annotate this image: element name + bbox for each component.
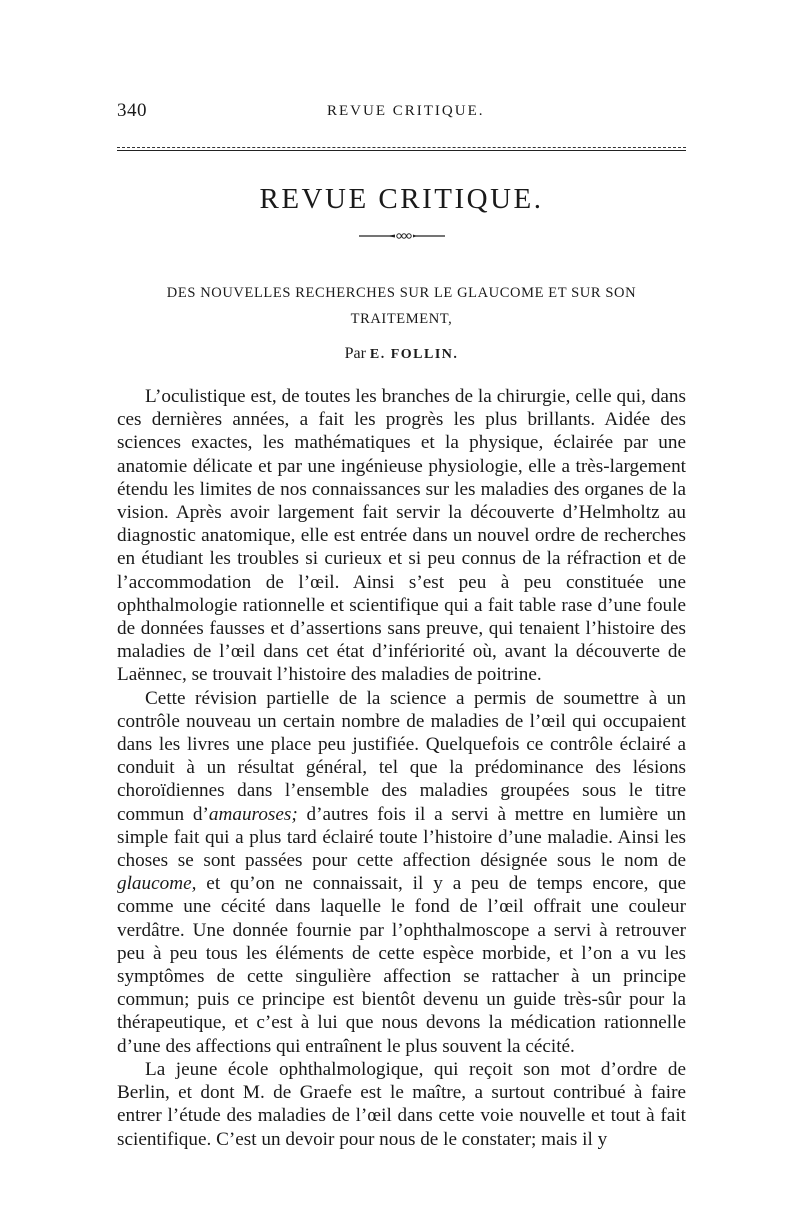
header-rule (117, 147, 686, 152)
paragraph-2-text-c: d’autres fois il a servi à mettre en lumière un simple fait qui a plus tard éclairé toute l’histoire d’une maladie. Ainsi les choses se sont passées pour cette affection désignée sous le nom de (117, 803, 686, 872)
ornament-divider-icon (357, 230, 447, 242)
running-head (117, 100, 686, 126)
paragraph-1: L’oculistique est, de toutes les branches de la chirurgie, celle qui, dans ces dernières années, a fait les progrès les plus brillants. Aidée des sciences exactes, les mathématiques et la physique, éclairée par une anatomie délicate et par une ingénieuse physiologie, elle a très-largement étendu les limites de nos connaissances sur les maladies des organes de la vision. Après avoir largement fait servir la découverte d’Helmholtz au diagnostic anatomique, elle est entrée dans un nouvel ordre de recherches en étudiant les troubles si curieux et si peu connus de la réfraction et de l’accommodation de l’œil. Ainsi s’est peu à peu constituée une ophthalmologie rationnelle et scientifique qui a fait table rase d’une foule de données fausses et d’assertions sans preuve, qui tenaient l’histoire des maladies de l’œil dans cet état d’infériorité où, avant la découverte de Laënnec, se trouvait l’histoire des maladies de poitrine. (117, 386, 686, 686)
article-subtitle (117, 280, 686, 332)
author-line (117, 345, 686, 363)
page-number: 340 (117, 100, 147, 121)
paragraph-2-italic-glaucome: glaucome, (117, 873, 197, 895)
subtitle-line-1: DES NOUVELLES RECHERCHES SUR LE GLAUCOME ET SUR SON (166, 285, 637, 301)
header-rule-dashed (117, 147, 686, 148)
author-name: E. FOLLIN. (369, 347, 459, 362)
paragraph-2 (117, 687, 686, 1058)
paragraph-2-text-e: et qu’on ne connaissait, il y a peu de temps encore, que comme une cécité dans laquelle le fond de l’œil offrait une couleur verdâtre. Une donnée fournie par l’ophthalmoscope a servi à retrouver peu à peu tous les éléments de cette espèce morbide, et l’on a vu les symptômes de cette singulière affection se rattacher à un principe commun; puis ce principe est bientôt devenu un guide très-sûr pour la thérapeutique, et c’est à lui que nous devons la médication rationnelle d’une des affections qui entraînent le plus souvent la cécité. (117, 873, 686, 1057)
article-body (117, 385, 686, 1151)
author-prefix: Par (344, 345, 366, 362)
paragraph-3: La jeune école ophthalmologique, qui reçoit son mot d’ordre de Berlin, et dont M. de Graefe est le maître, a surtout contribué à faire entrer l’étude des maladies de l’œil dans cette voie nouvelle et tout à fait scientifique. C’est un devoir pour nous de le constater; mais il y (117, 1058, 686, 1150)
running-title: REVUE CRITIQUE. (327, 103, 485, 119)
subtitle-line-2: TRAITEMENT, (350, 311, 453, 327)
page-title: REVUE CRITIQUE. (259, 183, 544, 215)
paragraph-2-text-a: Cette révision partielle de la science a permis de soumettre à un contrôle nouveau un certain nombre de maladies de l’œil qui occupaient dans les livres une place peu justifiée. Quelquefois ce contrôle éclairé a conduit à un résultat général, tel que la prédominance des lésions choroïdiennes dans l’ensemble des maladies groupées sous le titre commun d’ (117, 687, 686, 825)
paragraph-2-italic-amauroses: amauroses; (208, 803, 298, 825)
header-rule-solid (117, 150, 686, 151)
